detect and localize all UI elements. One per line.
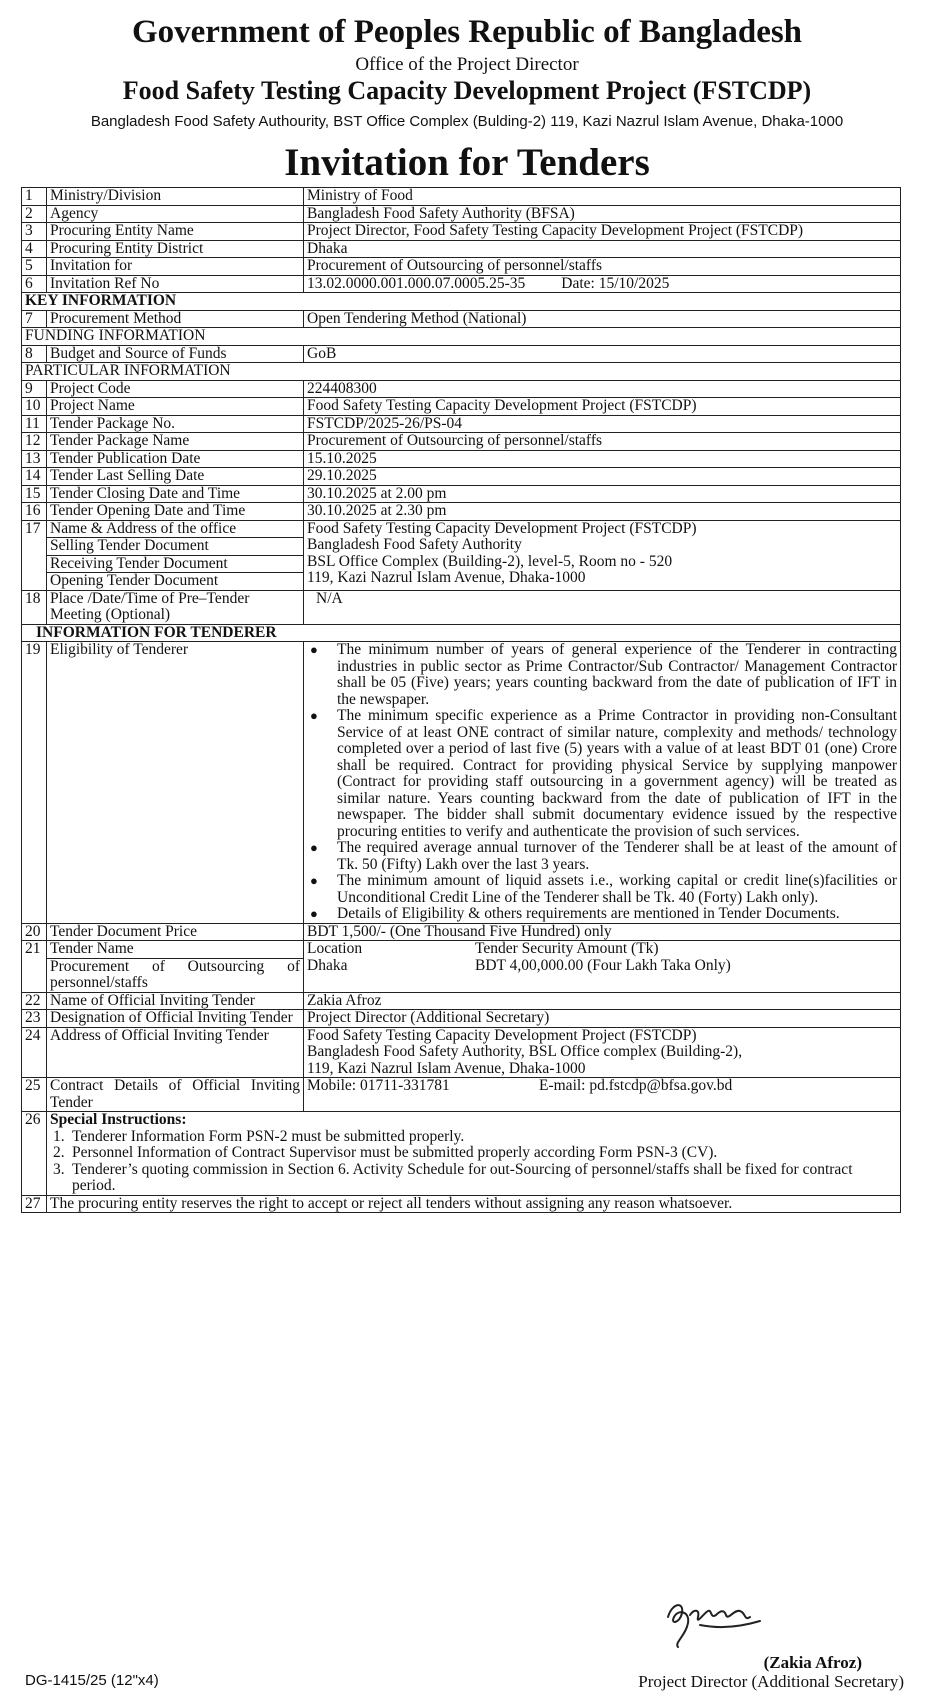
list-item: ● The required average annual turnover of the Tenderer shall be at least of the amount of Tk. 50 (Fifty) Lakh over the last 3 years. — [310, 839, 897, 873]
list-item: 1. Tenderer Information Form PSN-2 must be submitted properly. — [53, 1127, 465, 1145]
eligibility-list — [307, 642, 897, 923]
table-row: 27 The procuring entity reserves the right to accept or reject all tenders without assigning any reason whatsoever. — [22, 1195, 901, 1213]
table-row: 3 Procuring Entity Name Project Director, Food Safety Testing Capacity Development Project (FSTCDP) — [22, 223, 901, 241]
section-row — [22, 363, 901, 381]
special-instructions-list — [50, 1129, 897, 1195]
table-row: 7 Procurement Method Open Tendering Method (National) — [22, 310, 901, 328]
table-row: 5 Invitation for Procurement of Outsourcing of personnel/staffs — [22, 258, 901, 276]
table-row: 1 Ministry/Division Ministry of Food — [22, 188, 901, 206]
table-row: 25 Contract Details of Official Inviting Tender Mobile: 01711-331781 E-mail: pd.fstcdp@bfsa.gov.bd — [22, 1078, 901, 1112]
ad-code: DG-1415/25 (12"x4) — [25, 1672, 159, 1689]
list-item: 2. Personnel Information of Contract Supervisor must be submitted properly according Form PSN-3 (CV). — [53, 1144, 718, 1161]
table-row: 18 Place /Date/Time of Pre–Tender Meeting (Optional) N/A — [22, 590, 901, 624]
list-item: 3. Tenderer’s quoting commission in Section 6. Activity Schedule for out-Sourcing of personnel/staffs shall be fixed for contract period. — [53, 1160, 853, 1194]
contact-mobile: Mobile: 01711-331781 — [307, 1077, 450, 1094]
table-row: 19 Eligibility of Tenderer ● The minimum number of years of general experience of the Tenderer in contracting industries in public sector as Prime Contractor/Sub Contractor/ Management Contractor shall be 05 (Five) years; years counting backward from the date of publication of IFT in the newspaper. ● The minimum specific experience as a Prime Contractor in providing non-Consultant Service of at least ONE contract of similar nature, complexity and methods/ technology completed over a period of last five (5) years with a value of at least BDT 01 (one) Crore shall be required. Contract for providing physical Service by supplying manpower (Contract for providing staff outsourcing in a government agency) will be treated as similar nature. Years counting backward from the date of publication of IFT in the newspaper. The bidder shall submit documentary evidence issued by the respective procuring entities to verify and authenticate the provision of such services. ● The required average annual turnover of the Tenderer shall be at least of the amount of Tk. 50 (Fifty) Lakh over the last 3 years. ● The minimum amount of liquid assets i.e., working capital or credit line(s)facilities or Unconditional Credit Line of the Tenderer shall be Tk. 40 (Forty) Lakh only). ● Details of Eligibility & others requirements are mentioned in Tender Documents. — [22, 642, 901, 924]
table-row: 4 Procuring Entity District Dhaka — [22, 240, 901, 258]
section-information-for-tenderer: INFORMATION FOR TENDERER — [22, 624, 901, 642]
list-item: ● The minimum amount of liquid assets i.e., working capital or credit line(s)facilities or Unconditional Credit Line of the Tenderer shall be Tk. 40 (Forty) Lakh only). — [310, 872, 897, 906]
bullet-icon: ● — [310, 873, 318, 888]
table-row: 8 Budget and Source of Funds GoB — [22, 345, 901, 363]
header-government: Government of Peoples Republic of Bangladesh — [131, 14, 803, 50]
list-item: ● The minimum specific experience as a Prime Contractor in providing non-Consultant Service of at least ONE contract of similar nature, complexity and methods/ technology completed over a period of last five (5) years with a value of at least BDT 01 (one) Crore shall be required. Contract for providing physical Service by supplying manpower (Contract for providing staff outsourcing in a government agency) will be treated as similar nature. Years counting backward from the date of publication of IFT in the newspaper. The bidder shall submit documentary evidence issued by the respective procuring entities to verify and authenticate the provision of such services. — [310, 707, 897, 840]
contact-email: E-mail: pd.fstcdp@bfsa.gov.bd — [539, 1077, 733, 1094]
table-row: 14 Tender Last Selling Date 29.10.2025 — [22, 468, 901, 486]
section-particular-information: PARTICULAR INFORMATION — [22, 363, 901, 381]
invitation-ref: 13.02.0000.001.000.07.0005.25-35 — [307, 274, 526, 292]
table-row: 11 Tender Package No. FSTCDP/2025-26/PS-04 — [22, 415, 901, 433]
table-row: 10 Project Name Food Safety Testing Capacity Development Project (FSTCDP) — [22, 398, 901, 416]
bullet-icon: ● — [310, 840, 318, 855]
section-funding-information: FUNDING INFORMATION — [22, 328, 901, 346]
section-key-information: KEY INFORMATION — [22, 293, 901, 311]
table-row: 26 Special Instructions: 1. Tenderer Information Form PSN-2 must be submitted properly. 2. Personnel Information of Contract Supervisor must be submitted properly according Form PSN-3 (CV). 3. Tenderer’s quoting commission in Section 6. Activity Schedule for out-Sourcing of personnel/staffs shall be fixed for contract period. — [22, 1112, 901, 1196]
bullet-icon: ● — [310, 642, 318, 657]
table-row: 22 Name of Official Inviting Tender Zakia Afroz — [22, 992, 901, 1010]
bullet-icon: ● — [310, 906, 318, 921]
section-row — [22, 624, 901, 642]
list-item: ● The minimum number of years of general experience of the Tenderer in contracting industries in public sector as Prime Contractor/Sub Contractor/ Management Contractor shall be 05 (Five) years; years counting backward from the date of publication of IFT in the newspaper. — [310, 641, 897, 708]
table-row: 15 Tender Closing Date and Time 30.10.2025 at 2.00 pm — [22, 485, 901, 503]
section-row — [22, 293, 901, 311]
table-row: 6 Invitation Ref No 13.02.0000.001.000.07.0005.25-35 Date: 15/10/2025 — [22, 275, 901, 293]
special-instructions-title: Special Instructions: — [50, 1111, 187, 1128]
list-item: ● Details of Eligibility & others requirements are mentioned in Tender Documents. — [310, 905, 840, 922]
signature-image — [660, 1595, 780, 1650]
table-row: 21 Tender Name Procurement of Outsourcing of personnel/staffs Location Tender Security Amount (Tk) Dhaka BDT 4,00,000.00 (Four Lakh Taka Only) — [22, 941, 901, 993]
table-row: 2 Agency Bangladesh Food Safety Authority (BFSA) — [22, 205, 901, 223]
signer-name: (Zakia Afroz) — [763, 1653, 862, 1672]
header-address: Bangladesh Food Safety Authourity, BST Office Complex (Bulding-2) 119, Kazi Nazrul Islam Avenue, Dhaka-1000 — [90, 113, 844, 130]
table-row: 9 Project Code 224408300 — [22, 380, 901, 398]
table-row: 12 Tender Package Name Procurement of Outsourcing of personnel/staffs — [22, 433, 901, 451]
table-row: 17 Name & Address of the office Selling Tender Document Receiving Tender Document Opening Tender Document Food Safety Testing Capacity Development Project (FSTCDP) Bangladesh Food Safety Authority BSL Office Complex (Building-2), level-5, Room no - 520 119, Kazi Nazrul Islam Avenue, Dhaka-1000 — [22, 520, 901, 590]
page-title: Invitation for Tenders — [284, 141, 650, 184]
header-office: Office of the Project Director — [355, 54, 579, 75]
table-row: 24 Address of Official Inviting Tender Food Safety Testing Capacity Development Project (FSTCDP) Bangladesh Food Safety Authority, BSL Office complex (Building-2), 119, Kazi Nazrul Islam Avenue, Dhaka-1000 — [22, 1027, 901, 1078]
header-project: Food Safety Testing Capacity Development Project (FSTCDP) — [122, 76, 812, 105]
section-row — [22, 328, 901, 346]
table-row: 20 Tender Document Price BDT 1,500/- (One Thousand Five Hundred) only — [22, 923, 901, 941]
bullet-icon: ● — [310, 708, 318, 723]
table-row: 23 Designation of Official Inviting Tender Project Director (Additional Secretary) — [22, 1010, 901, 1028]
invitation-date: Date: 15/10/2025 — [561, 274, 670, 292]
signer-designation: Project Director (Additional Secretary) — [638, 1672, 904, 1691]
tender-table — [21, 187, 901, 1213]
table-row: 13 Tender Publication Date 15.10.2025 — [22, 450, 901, 468]
table-row: 16 Tender Opening Date and Time 30.10.2025 at 2.30 pm — [22, 503, 901, 521]
